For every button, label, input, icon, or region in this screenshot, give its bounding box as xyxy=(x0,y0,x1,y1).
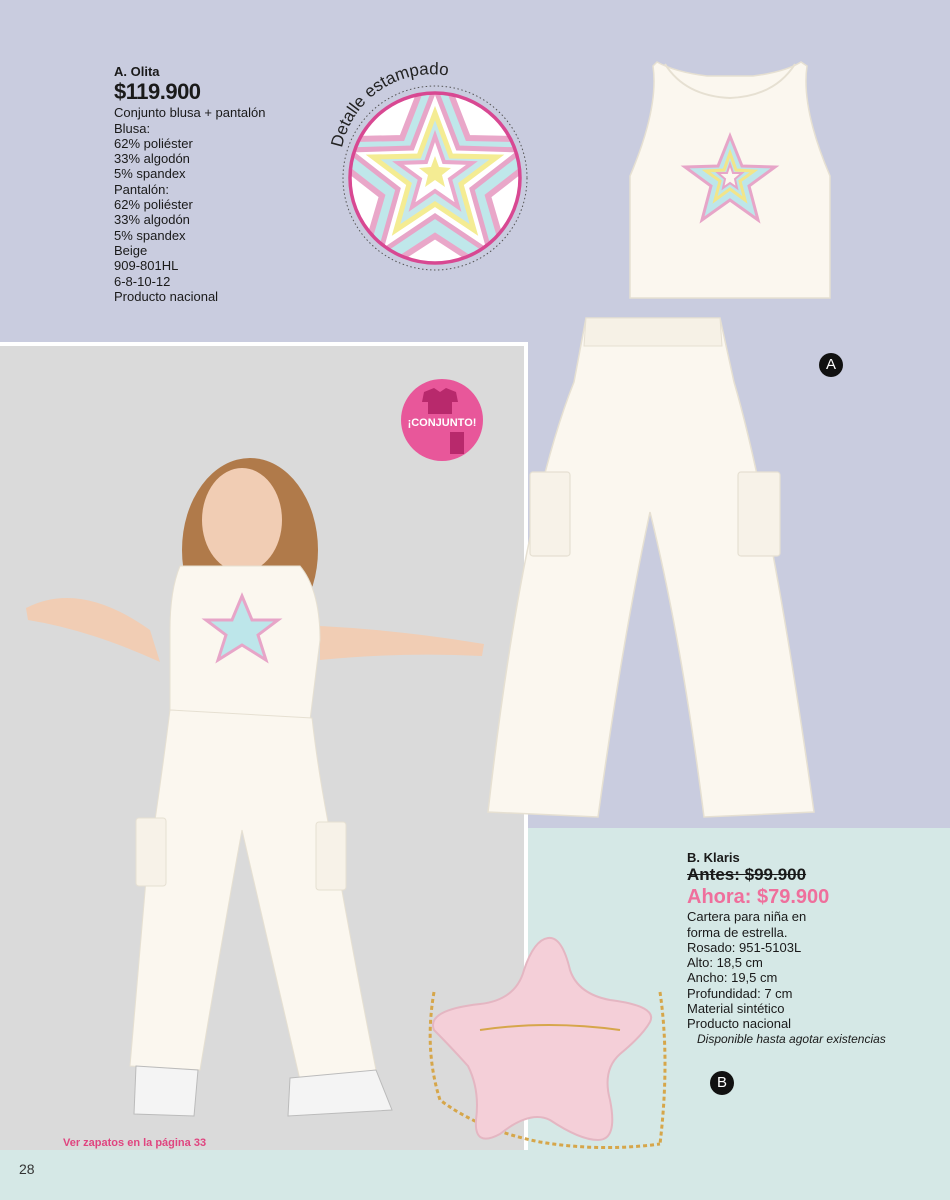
conjunto-label: ¡CONJUNTO! xyxy=(407,417,477,429)
tank-top-image xyxy=(625,58,835,303)
product-b-line: forma de estrella. xyxy=(687,924,788,940)
product-a-price: $119.900 xyxy=(114,79,201,105)
product-a-line: Conjunto blusa + pantalón xyxy=(114,105,266,121)
product-a-line: 33% algodón xyxy=(114,212,190,228)
product-b-line: Rosado: 951-5103L xyxy=(687,939,802,955)
product-a-line: 909-801HL xyxy=(114,258,179,274)
cargo-pocket-left xyxy=(530,472,570,556)
face xyxy=(202,468,282,572)
right-shoe xyxy=(288,1070,392,1116)
product-b-line: Material sintético xyxy=(687,1001,785,1017)
shoes-note: Ver zapatos en la página 33 xyxy=(63,1137,207,1149)
product-a-line: 6-8-10-12 xyxy=(114,273,171,289)
product-b-line: Ancho: 19,5 cm xyxy=(687,970,778,986)
product-a-line: Blusa: xyxy=(114,120,151,136)
product-a-line: 5% spandex xyxy=(114,227,186,243)
product-b-title: B. Klaris xyxy=(687,850,740,865)
product-b-line: Producto nacional xyxy=(687,1016,792,1032)
product-b-new-price: Ahora: $79.900 xyxy=(687,886,830,909)
right-arm xyxy=(320,626,484,660)
product-a-title: A. Olita xyxy=(114,64,160,79)
star-bag-body xyxy=(433,938,651,1140)
product-a-line: 62% poliéster xyxy=(114,197,193,213)
left-arm xyxy=(26,598,160,662)
model-pants xyxy=(130,710,376,1080)
page-number: 28 xyxy=(19,1161,35,1177)
product-b-line: Alto: 18,5 cm xyxy=(687,955,763,971)
cargo-pocket-right xyxy=(738,472,780,556)
left-shoe xyxy=(134,1066,198,1116)
product-a-marker: A xyxy=(819,353,843,377)
product-a-line: 33% algodón xyxy=(114,151,190,167)
product-a-info xyxy=(114,64,334,304)
product-b-info xyxy=(687,850,927,1047)
product-b-line: Cartera para niña en xyxy=(687,909,807,925)
product-b-line: Profundidad: 7 cm xyxy=(687,985,793,1001)
pants-icon xyxy=(450,432,464,454)
product-a-line: Pantalón: xyxy=(114,181,169,197)
detail-label: Detalle estampado xyxy=(327,59,450,150)
product-a-line: Beige xyxy=(114,242,148,258)
availability-note: Disponible hasta agotar existencias xyxy=(697,1031,886,1046)
product-a-line: 62% poliéster xyxy=(114,135,193,151)
product-a-line: 5% spandex xyxy=(114,166,186,182)
product-b-marker: B xyxy=(710,1071,734,1095)
star-bag-image xyxy=(420,930,680,1160)
print-detail-circle xyxy=(320,58,540,278)
conjunto-badge xyxy=(400,378,484,462)
product-b-old-price: Antes: $99.900 xyxy=(687,865,807,885)
product-a-line: Producto nacional xyxy=(114,288,219,304)
pants-image xyxy=(482,312,818,824)
